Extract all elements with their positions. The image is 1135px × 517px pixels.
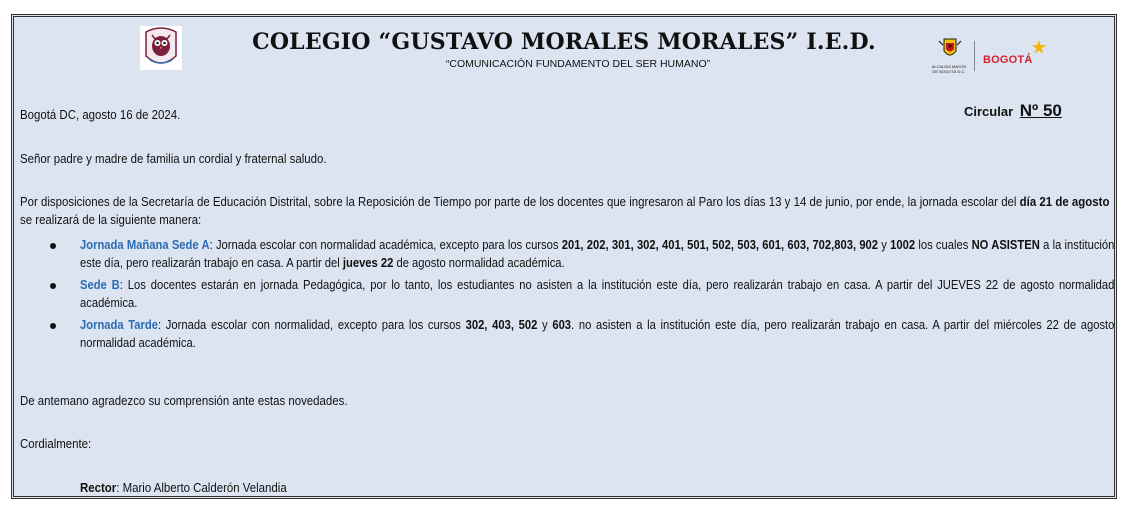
government-logos [933,37,1053,77]
bogota-logo-text: BOGOTÁ [983,54,1033,66]
thanks-line: De antemano agradezco su comprensión ante estas novedades. [20,393,348,408]
bogota-star-icon [1032,40,1046,54]
intro-text-end: se realizará de la siguiente manera: [20,212,202,227]
item-emphasis: NO ASISTEN [971,237,1040,252]
item-heading: Jornada Mañana Sede A [80,237,210,252]
item-courses: 302, 403, 502 [465,317,538,332]
item-text: : Los docentes estarán en jornada Pedagógica, por lo tanto, los estudiantes no asisten a la institución este día, pero realizarán trabajo en casa. A partir del JUEVES 22 de agosto normalidad académica. [80,277,1115,310]
circular-label: Circular [964,104,1014,119]
circular-number-value: Nº 50 [1019,101,1062,120]
alcaldia-logo-text: ALCALDÍA MAYOR DE BOGOTÁ D.C. [931,64,967,74]
alcaldia-shield-icon [933,37,967,65]
intro-date: día 21 de agosto [1019,194,1110,209]
letter-greeting: Señor padre y madre de familia un cordial y fraternal saludo. [20,151,327,166]
intro-paragraph [20,193,1109,229]
bullet-icon [50,243,56,249]
schedule-list [38,236,1115,356]
item-course: 1002 [890,237,916,252]
item-text: y [878,237,891,252]
intro-text: Por disposiciones de la Secretaría de Educación Distrital, sobre la Reposición de Tiempo por parte de los docentes que ingresaron al Paro los días 13 y 14 de junio, por ende, la jornada escolar del [20,194,1020,209]
logo-separator [974,41,975,71]
item-courses: 201, 202, 301, 302, 401, 501, 502, 503, 601, 603, 702,803, 902 [561,237,879,252]
signer-name: : Mario Alberto Calderón Velandia [116,480,287,495]
item-text: : Jornada escolar con normalidad, excepto para los cursos [157,317,466,332]
item-text: : Jornada escolar con normalidad académica, excepto para los cursos [209,237,562,252]
item-text: los cuales [915,237,972,252]
item-text: a la institución este día, pero realizarán trabajo en casa. A partir del [80,237,1115,270]
circular-number [964,101,1062,121]
item-day: jueves 22 [342,255,394,270]
list-item [38,316,1115,352]
school-title: COLEGIO “GUSTAVO MORALES MORALES” I.E.D. [252,29,876,55]
item-heading: Jornada Tarde [80,317,158,332]
item-text: de agosto normalidad académica. [393,255,565,270]
item-course: 603 [552,317,572,332]
circular-document [11,14,1117,499]
bullet-icon [50,283,56,289]
bullet-icon [50,323,56,329]
signature-line [80,479,287,497]
closing-line: Cordialmente: [20,436,92,451]
item-text: . no asisten a la institución este día, pero realizarán trabajo en casa. A partir del miércoles 22 de agosto normalidad académica. [80,317,1115,350]
list-item [38,276,1115,312]
list-item [38,236,1115,272]
item-text: y [537,317,553,332]
item-heading: Sede B [80,277,120,292]
school-motto: “COMUNICACIÓN FUNDAMENTO DEL SER HUMANO” [445,58,711,70]
signer-title: Rector [80,480,117,495]
letter-date: Bogotá DC, agosto 16 de 2024. [20,107,181,122]
